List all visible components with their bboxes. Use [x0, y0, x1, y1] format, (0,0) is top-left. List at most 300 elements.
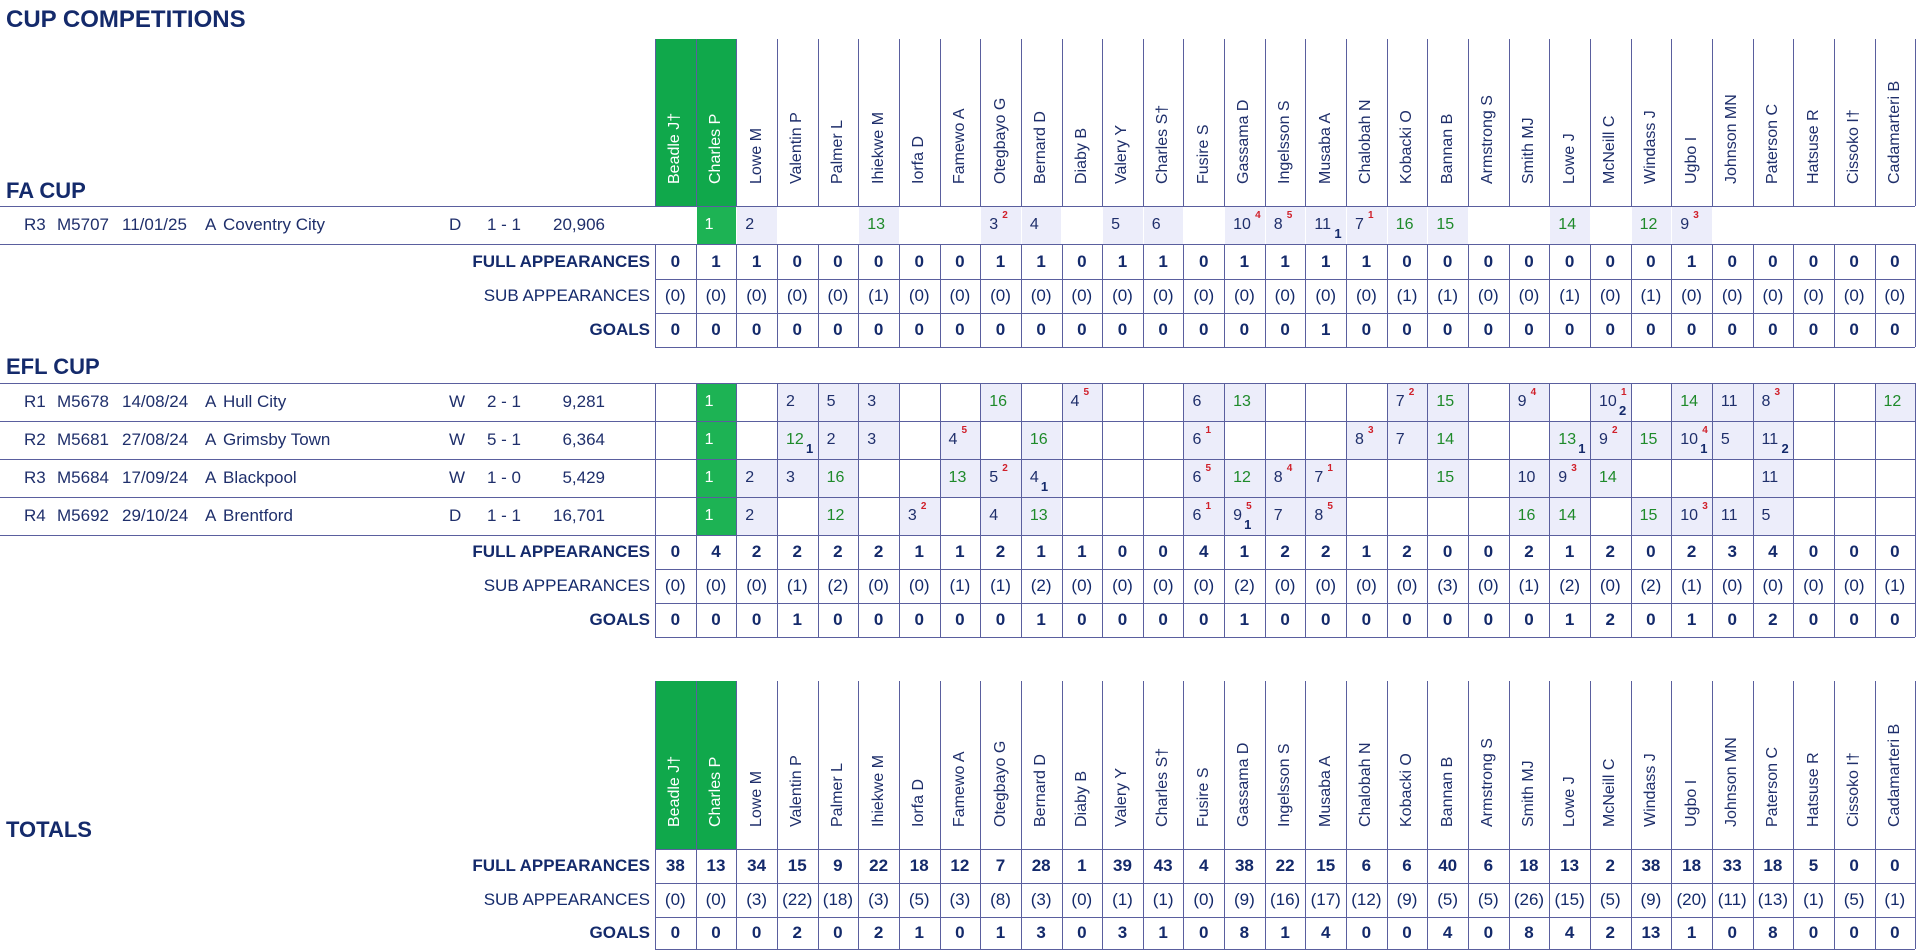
total-goals-label: GOALS	[589, 923, 650, 942]
sub-appearances-value: (1)	[1640, 286, 1662, 305]
shirt-number: 13	[1233, 393, 1251, 410]
full-appearances-value: 2	[751, 542, 762, 561]
player-name: Beadle J†	[666, 112, 684, 184]
goal-count-marker: 4	[1286, 463, 1293, 474]
player-name: Cissoko I†	[1845, 752, 1863, 827]
player-name: Iorfa D	[910, 135, 928, 184]
column-divider	[818, 535, 819, 637]
match-opponent: Brentford	[223, 506, 293, 525]
goal-count-marker: 4	[1702, 425, 1708, 436]
goals-value: 0	[1117, 320, 1128, 339]
column-divider	[940, 849, 941, 949]
appearance-cell	[981, 460, 1021, 497]
full-appearances-value: 0	[1483, 542, 1494, 561]
match-result: D	[449, 215, 462, 234]
player-header	[1224, 39, 1265, 206]
shirt-number: 13	[1558, 431, 1577, 448]
player-header	[1509, 39, 1550, 206]
player-header	[1427, 39, 1468, 206]
total-goals-value: 1	[1280, 923, 1290, 942]
total-sub-appearances-value: (3)	[868, 890, 889, 909]
column-divider	[1387, 849, 1388, 949]
match-date: 14/08/24	[122, 392, 189, 411]
column-divider	[1265, 535, 1266, 637]
full-appearances-value: 1	[1036, 251, 1046, 271]
full-appearances-value: 0	[1077, 251, 1087, 271]
column-divider	[1793, 849, 1794, 949]
player-header	[1631, 681, 1672, 849]
column-divider	[1062, 39, 1063, 206]
match-venue: A	[205, 468, 217, 487]
sub-appearances-value: (0)	[1803, 576, 1824, 595]
column-divider	[1753, 849, 1754, 949]
appearance-cell	[697, 422, 737, 459]
column-divider	[1671, 244, 1672, 347]
player-name: Cadamarteri B	[1885, 723, 1903, 827]
column-divider	[1021, 535, 1022, 637]
appearance-cell	[1754, 384, 1794, 421]
total-sub-appearances-value: (5)	[1437, 890, 1459, 909]
goals-value: 0	[1320, 610, 1331, 629]
column-divider	[1387, 39, 1388, 206]
player-header	[1387, 681, 1428, 849]
sub-appearances-value: (0)	[1152, 286, 1174, 305]
player-header	[899, 39, 940, 206]
goals-value: 0	[751, 610, 762, 629]
column-divider	[1915, 681, 1916, 849]
total-goals-value: 0	[1849, 923, 1859, 942]
full-appearances-value: 2	[792, 542, 802, 561]
full-appearances-value: 0	[1483, 251, 1494, 271]
shirt-number: 16	[1517, 507, 1536, 524]
match-opponent: Coventry City	[223, 215, 326, 234]
player-header	[1712, 681, 1753, 849]
total-goals-value: 0	[1077, 923, 1087, 942]
player-header	[1793, 39, 1834, 206]
shirt-number: 9	[1680, 216, 1690, 233]
column-divider	[1346, 681, 1347, 849]
column-divider	[1712, 39, 1713, 206]
column-divider	[1590, 535, 1591, 637]
column-divider	[777, 244, 778, 347]
appearance-cell	[1754, 498, 1794, 535]
full-appearances-value: 0	[1605, 251, 1615, 271]
appearance-cell	[1266, 460, 1306, 497]
column-divider	[1305, 39, 1306, 206]
shirt-number: 1	[704, 507, 714, 524]
total-goals-value: 2	[873, 923, 884, 942]
total-sub-appearances-value: (16)	[1269, 890, 1301, 909]
goals-value: 0	[792, 320, 802, 339]
goal-count-marker: 5	[1083, 387, 1090, 398]
column-divider	[1183, 535, 1184, 637]
appearance-cell	[941, 422, 981, 459]
full-appearances-value: 0	[914, 251, 924, 271]
player-header	[1549, 681, 1590, 849]
goal-count-marker: 2	[920, 501, 927, 512]
column-divider	[1590, 849, 1591, 949]
total-full-appearances-value: 9	[833, 856, 843, 875]
shirt-number: 4	[1070, 393, 1080, 410]
shirt-number: 10	[1680, 431, 1699, 448]
column-divider	[1671, 39, 1672, 206]
player-name: Diaby B	[1072, 127, 1090, 184]
player-name: Gassama D	[1235, 99, 1253, 184]
total-sub-appearances-value: (15)	[1554, 890, 1585, 909]
column-divider	[1753, 244, 1754, 347]
column-divider	[777, 681, 778, 849]
header-bottom-line	[655, 849, 1915, 850]
full-appearances-value: 3	[1727, 542, 1737, 561]
column-divider	[1387, 383, 1388, 535]
goals-value: 0	[1524, 320, 1534, 339]
player-header	[1834, 681, 1875, 849]
column-divider	[1062, 383, 1063, 535]
shirt-number: 4	[989, 507, 999, 524]
goals-value: 0	[1605, 320, 1615, 339]
column-divider	[1143, 383, 1144, 535]
column-divider	[1631, 681, 1632, 849]
full-appearances-value: 0	[1442, 542, 1453, 561]
column-divider	[1468, 849, 1469, 949]
full-appearances-value: 2	[1280, 542, 1290, 561]
appearance-cell	[859, 422, 899, 459]
column-divider	[1427, 244, 1428, 347]
column-divider	[655, 535, 656, 637]
shirt-number: 10	[1598, 393, 1617, 410]
column-divider	[1387, 535, 1388, 637]
match-score: 2 - 1	[487, 392, 522, 411]
shirt-number: 3	[907, 507, 917, 524]
appearance-cell	[1063, 384, 1103, 421]
column-divider	[655, 849, 656, 949]
appearance-cell	[697, 460, 737, 497]
full-appearances-value: 1	[1239, 542, 1250, 561]
goals-value: 2	[1768, 610, 1778, 629]
player-name: Ugbo I	[1682, 136, 1700, 184]
goals-value: 0	[1199, 610, 1209, 629]
full-appearances-value: 0	[670, 542, 681, 561]
total-full-appearances-value: 18	[1763, 856, 1783, 875]
column-divider	[858, 535, 859, 637]
match-venue: A	[205, 392, 217, 411]
sub-appearances-value: (0)	[1843, 576, 1865, 595]
column-divider	[1305, 383, 1306, 535]
player-header	[980, 681, 1021, 849]
total-sub-appearances-value: (1)	[1884, 890, 1906, 909]
player-name: Hatsuse R	[1804, 752, 1822, 827]
sub-marker: 2	[1618, 403, 1627, 418]
column-divider	[1631, 39, 1632, 206]
player-name: Otegbayo G	[991, 97, 1009, 184]
goal-count-marker: 1	[1368, 210, 1374, 221]
shirt-number: 8	[1273, 469, 1283, 486]
total-full-appearances-value: 2	[1605, 856, 1615, 875]
appearance-cell	[1184, 422, 1224, 459]
column-divider	[1346, 244, 1347, 347]
player-name: Ingelsson S	[1276, 100, 1294, 184]
shirt-number: 8	[1355, 431, 1364, 448]
sub-appearances-value: (1)	[868, 286, 889, 305]
shirt-number: 6	[1192, 469, 1202, 486]
match-score: 1 - 1	[487, 215, 522, 234]
full-appearances-value: 1	[711, 251, 721, 271]
player-name: Smith MJ	[1519, 117, 1537, 184]
column-divider	[1590, 681, 1591, 849]
column-divider	[696, 244, 697, 347]
match-round: R3	[24, 468, 46, 487]
sub-appearances-value: (2)	[1234, 576, 1255, 595]
total-sub-appearances-value: (5)	[908, 890, 930, 909]
sub-appearances-value: (0)	[1762, 576, 1784, 595]
column-divider	[1427, 681, 1428, 849]
column-divider	[1509, 244, 1510, 347]
goal-count-marker: 5	[1246, 501, 1252, 512]
sub-appearances-value: (0)	[908, 576, 930, 595]
column-divider	[1102, 39, 1103, 206]
total-full-appearances-value: 40	[1438, 856, 1458, 875]
sub-appearances-value: (0)	[1355, 286, 1377, 305]
player-header	[858, 681, 899, 849]
goals-value: 0	[995, 320, 1006, 339]
appearance-cell	[819, 384, 859, 421]
player-header	[940, 39, 981, 206]
player-name: Charles P	[706, 756, 724, 827]
goals-value: 1	[1564, 610, 1575, 629]
column-divider	[980, 849, 981, 949]
column-divider	[1021, 39, 1022, 206]
column-divider	[1509, 535, 1510, 637]
sub-appearances-value: (1)	[1437, 286, 1459, 305]
sub-appearances-value: (1)	[990, 576, 1011, 595]
sub-appearances-value: (0)	[1518, 286, 1540, 305]
sub-appearances-value: (0)	[1112, 286, 1133, 305]
full-appearances-value: 2	[1402, 542, 1412, 561]
column-divider	[696, 849, 697, 949]
column-divider	[1793, 535, 1794, 637]
total-goals-value: 8	[1768, 923, 1778, 942]
column-divider	[818, 849, 819, 949]
player-header	[980, 39, 1021, 206]
full-appearances-value: 0	[1117, 542, 1128, 561]
total-full-appearances-label: FULL APPEARANCES	[472, 856, 650, 875]
total-sub-appearances-value: (3)	[746, 890, 767, 909]
goals-value: 0	[873, 320, 884, 339]
sub-marker: 1	[1700, 441, 1708, 456]
sub-appearances-value: (0)	[1112, 576, 1133, 595]
total-goals-value: 1	[1158, 923, 1168, 942]
column-divider	[1875, 849, 1876, 949]
column-divider	[1875, 383, 1876, 535]
full-appearances-value: 0	[1768, 251, 1778, 271]
goals-value: 0	[1280, 610, 1290, 629]
column-divider	[1468, 383, 1469, 535]
page-title: CUP COMPETITIONS	[6, 6, 246, 33]
column-divider	[655, 39, 656, 206]
player-name: Iorfa D	[910, 778, 928, 827]
column-divider	[1631, 849, 1632, 949]
full-appearances-value: 0	[873, 251, 884, 271]
player-header	[736, 681, 777, 849]
full-appearances-value: 0	[1849, 542, 1859, 561]
player-name: Bannan B	[1438, 113, 1456, 184]
column-divider	[1509, 681, 1510, 849]
match-venue: A	[205, 430, 217, 449]
column-divider	[1631, 383, 1632, 535]
column-divider	[1265, 39, 1266, 206]
full-appearances-value: 1	[1361, 542, 1372, 561]
player-name: Diaby B	[1072, 770, 1090, 827]
shirt-number: 12	[785, 431, 804, 448]
goals-value: 1	[1239, 610, 1250, 629]
goals-value: 0	[1402, 320, 1412, 339]
column-divider	[1183, 383, 1184, 535]
column-divider	[1549, 849, 1550, 949]
full-appearances-value: 4	[1199, 542, 1209, 561]
total-full-appearances-value: 13	[706, 856, 726, 875]
column-divider	[1387, 681, 1388, 849]
column-divider	[1712, 535, 1713, 637]
total-full-appearances-value: 6	[1483, 856, 1494, 875]
total-goals-value: 3	[1036, 923, 1046, 942]
player-name: Charles P	[706, 113, 724, 184]
total-sub-appearances-value: (0)	[664, 890, 686, 909]
sub-marker: 1	[805, 441, 814, 456]
full-appearances-value: 1	[751, 251, 762, 271]
shirt-number: 15	[1436, 393, 1455, 410]
full-appearances-value: 0	[1646, 542, 1656, 561]
goals-value: 0	[1361, 610, 1372, 629]
column-divider	[818, 681, 819, 849]
sub-appearances-value: (0)	[1599, 286, 1621, 305]
column-divider	[1793, 39, 1794, 206]
total-goals-value: 0	[1402, 923, 1412, 942]
column-divider	[1712, 244, 1713, 347]
shirt-number: 5	[989, 469, 999, 486]
column-divider	[655, 383, 656, 535]
shirt-number: 14	[1558, 507, 1577, 524]
player-name: Kobacki O	[1398, 110, 1415, 184]
goal-count-marker: 1	[1327, 463, 1333, 474]
player-name: Lowe M	[747, 127, 765, 184]
goal-count-marker: 1	[1620, 387, 1627, 398]
sub-appearances-value: (1)	[786, 576, 808, 595]
player-header	[1712, 39, 1753, 206]
total-goals-value: 0	[711, 923, 721, 942]
goals-value: 0	[1158, 320, 1168, 339]
goals-value: 0	[670, 320, 681, 339]
column-divider	[1549, 383, 1550, 535]
full-appearances-label: FULL APPEARANCES	[472, 542, 650, 561]
shirt-number: 7	[1395, 431, 1405, 448]
appearance-cell	[819, 422, 859, 459]
total-goals-value: 1	[995, 923, 1006, 942]
column-divider	[1102, 244, 1103, 347]
shirt-number: 2	[745, 507, 755, 524]
shirt-number: 15	[1639, 431, 1658, 448]
sub-appearances-value: (0)	[746, 286, 767, 305]
full-appearances-value: 0	[1524, 251, 1534, 271]
match-date: 27/08/24	[122, 430, 189, 449]
shirt-number: 4	[948, 431, 958, 448]
appearance-cell	[697, 384, 737, 421]
player-header	[1671, 39, 1712, 206]
sub-appearances-value: (0)	[1681, 286, 1702, 305]
goals-value: 1	[1036, 610, 1046, 629]
sub-appearances-value: (1)	[1681, 576, 1702, 595]
column-divider	[980, 39, 981, 206]
goal-count-marker: 1	[1205, 425, 1211, 436]
player-name: Armstrong S	[1479, 738, 1497, 827]
match-date: 11/01/25	[122, 215, 187, 234]
player-header	[696, 39, 737, 206]
goals-value: 0	[1686, 320, 1697, 339]
goals-value: 0	[995, 610, 1006, 629]
match-code: M5678	[57, 392, 109, 411]
appearance-cell	[1266, 498, 1306, 535]
full-appearances-value: 0	[1808, 251, 1819, 271]
total-goals-value: 8	[1239, 923, 1250, 942]
total-full-appearances-value: 39	[1113, 856, 1132, 875]
sub-appearances-value: (1)	[1518, 576, 1540, 595]
section-title-totals: TOTALS	[6, 817, 92, 842]
total-full-appearances-value: 22	[1275, 856, 1295, 875]
total-sub-appearances-value: (1)	[1152, 890, 1174, 909]
goals-value: 2	[1605, 610, 1615, 629]
header-bottom-line	[0, 206, 1915, 207]
total-full-appearances-value: 33	[1722, 856, 1742, 875]
goal-count-marker: 5	[1327, 501, 1333, 512]
sub-appearances-value: (0)	[1355, 576, 1377, 595]
column-divider	[1427, 39, 1428, 206]
sub-marker: 1	[1578, 441, 1586, 456]
total-sub-appearances-value: (11)	[1717, 890, 1747, 909]
sub-appearances-value: (0)	[705, 576, 727, 595]
column-divider	[1021, 383, 1022, 535]
total-sub-appearances-value: (12)	[1351, 890, 1382, 909]
match-opponent: Blackpool	[223, 468, 297, 487]
column-divider	[1590, 383, 1591, 535]
match-code: M5692	[57, 506, 109, 525]
player-name: McNeill C	[1601, 115, 1619, 184]
goals-value: 1	[1686, 610, 1697, 629]
shirt-number: 7	[1395, 393, 1405, 410]
appearance-cell	[778, 384, 818, 421]
column-divider	[1549, 535, 1550, 637]
player-header	[1468, 681, 1509, 849]
total-goals-value: 1	[914, 923, 924, 942]
player-name: Famewo A	[950, 751, 968, 827]
column-divider	[858, 383, 859, 535]
player-header	[1753, 39, 1794, 206]
total-full-appearances-value: 18	[909, 856, 929, 875]
shirt-number: 8	[1761, 393, 1771, 410]
column-divider	[1875, 681, 1876, 849]
shirt-number: 7	[1273, 507, 1283, 524]
column-divider	[1102, 383, 1103, 535]
player-header	[777, 39, 818, 206]
player-name: Ihiekwe M	[869, 754, 887, 827]
full-appearances-value: 0	[1158, 542, 1168, 561]
player-name: Valery Y	[1113, 768, 1131, 827]
column-divider	[1224, 383, 1225, 535]
shirt-number: 7	[1314, 469, 1324, 486]
player-header	[1427, 681, 1468, 849]
full-appearances-value: 0	[1646, 251, 1656, 271]
column-divider	[940, 535, 941, 637]
column-divider	[980, 681, 981, 849]
goals-value: 0	[1646, 320, 1656, 339]
